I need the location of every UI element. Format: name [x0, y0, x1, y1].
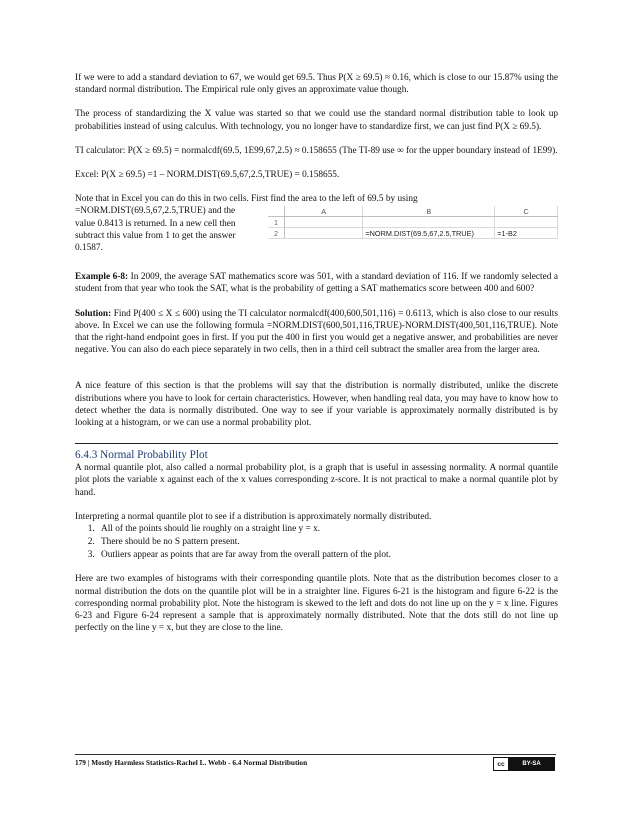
license-label: BY-SA — [509, 758, 554, 770]
paragraph-normal-quantile: A normal quantile plot, also called a normal probability plot, is a graph that is useful in assessing normality. A normal quantile plot plots the variable x against each of the x values corresponding z-score. It is not practical to make a normal quantile plot by hand. — [75, 463, 558, 498]
paragraph-ti-calculator: TI calculator: P(X ≥ 69.5) = normalcdf(69.5, 1E99,67,2.5) ≈ 0.158655 (The TI-89 use ∞ for the upper boundary instead of 1E99). — [75, 145, 558, 156]
solution — [75, 308, 558, 357]
excel-cell — [284, 217, 362, 228]
example-label: Example 6-8: — [75, 272, 129, 283]
section-title: 6.4.3 Normal Probability Plot — [75, 443, 558, 462]
example-text: In 2009, the average SAT mathematics score was 501, with a standard deviation of 116. If we randomly selected a student from that year who took the SAT, what is the probability of getting a SAT mathematics score between 400 and 600? — [75, 272, 558, 295]
cc-icon: cc — [494, 758, 509, 770]
footer — [75, 754, 556, 768]
paragraph-interpreting: Interpreting a normal quantile plot to see if a distribution is approximately normally distributed. — [75, 511, 432, 522]
paragraph-excel-two-cells-rest: =NORM.DIST(69.5,67,2.5,TRUE) and the value 0.8413 is returned. In a new cell then subtract this value from 1 to get the answer 0.1587. — [75, 206, 236, 254]
excel-cell: =1-B2 — [495, 228, 558, 239]
list-item: 2. There should be no S pattern present. — [97, 536, 558, 549]
example-6-8 — [75, 271, 558, 295]
criteria-list — [75, 523, 558, 561]
paragraph-standardizing: The process of standardizing the X value was started so that we could use the standard normal distribution table to look up probabilities instead of using calculus. With technology, you no longer have to standardize first, we can just find P(X ≥ 69.5). — [75, 109, 558, 132]
excel-cell — [495, 217, 558, 228]
excel-cell — [363, 217, 495, 228]
excel-cell — [284, 228, 362, 239]
list-item: 3. Outliers appear as points that are far away from the overall pattern of the plot. — [97, 549, 558, 562]
license-badge[interactable] — [493, 757, 555, 771]
paragraph-nice-feature: A nice feature of this section is that the problems will say that the distribution is normally distributed, unlike the discrete distributions where you have to look for certain characteristics. However, when handling real data, you may have to know how to detect whether the data is normally distributed. One way to see if your variable is approximately normally distributed is by looking at a histogram, or we can use a normal probability plot. — [75, 381, 558, 429]
excel-row-number: 1 — [268, 217, 284, 228]
paragraph-excel-two-cells: Note that in Excel you can do this in two cells. First find the area to the left of 69.5 by using — [75, 194, 418, 205]
paragraph-excel: Excel: P(X ≥ 69.5) =1 – NORM.DIST(69.5,67,2.5,TRUE) = 0.158655. — [75, 170, 340, 181]
paragraph-empirical: If we were to add a standard deviation to 67, we would get 69.5. Thus P(X ≥ 69.5) ≈ 0.16, which is close to our 15.87% using the standard normal distribution. The Empirical rule only gives an approximate value though. — [75, 73, 558, 96]
page-content — [75, 72, 558, 634]
list-item: 1. All of the points should lie roughly on a straight line y = x. — [97, 523, 558, 536]
solution-text: Find P(400 ≤ X ≤ 600) using the TI calculator normalcdf(400,600,501,116) = 0.6113, which is also close to our results above. In Excel we can use the following formula =NORM.DIST(600,501,116,TRUE)-NORM.DIST(400,501,116,TRUE). Note that the right-hand endpoint goes in first. If you put the 400 in first you would get a negative answer, and probabilities are never negative. You can also do each piece separately in two cells, then in a third cell subtract the smaller area from the larger area. — [75, 308, 558, 356]
excel-column-header: B — [363, 206, 495, 217]
excel-block — [75, 193, 558, 253]
excel-column-header: C — [495, 206, 558, 217]
footer-text: 179 | Mostly Harmless Statistics-Rachel L. Webb - 6.4 Normal Distribution — [75, 758, 308, 767]
excel-screenshot — [268, 206, 558, 239]
excel-column-header: A — [284, 206, 362, 217]
paragraph-histogram-examples: Here are two examples of histograms with their corresponding quantile plots. Note that as the distribution becomes closer to a normal distribution the dots on the quantile plot will be in a straighter line. Figures 6-21 is the histogram and figure 6-22 is the corresponding normal probability plot. Note the histogram is skewed to the left and dots do not line up on the y = x line. Figures 6-23 and Figure 6-24 represent a sample that is approximately normally distributed. Note that the dots still do not line up perfectly on the line y = x, but they are close to the line. — [75, 574, 558, 634]
solution-label: Solution: — [75, 308, 112, 319]
excel-cell: =NORM.DIST(69.5,67,2.5,TRUE) — [363, 228, 495, 239]
excel-row-number: 2 — [268, 228, 284, 239]
